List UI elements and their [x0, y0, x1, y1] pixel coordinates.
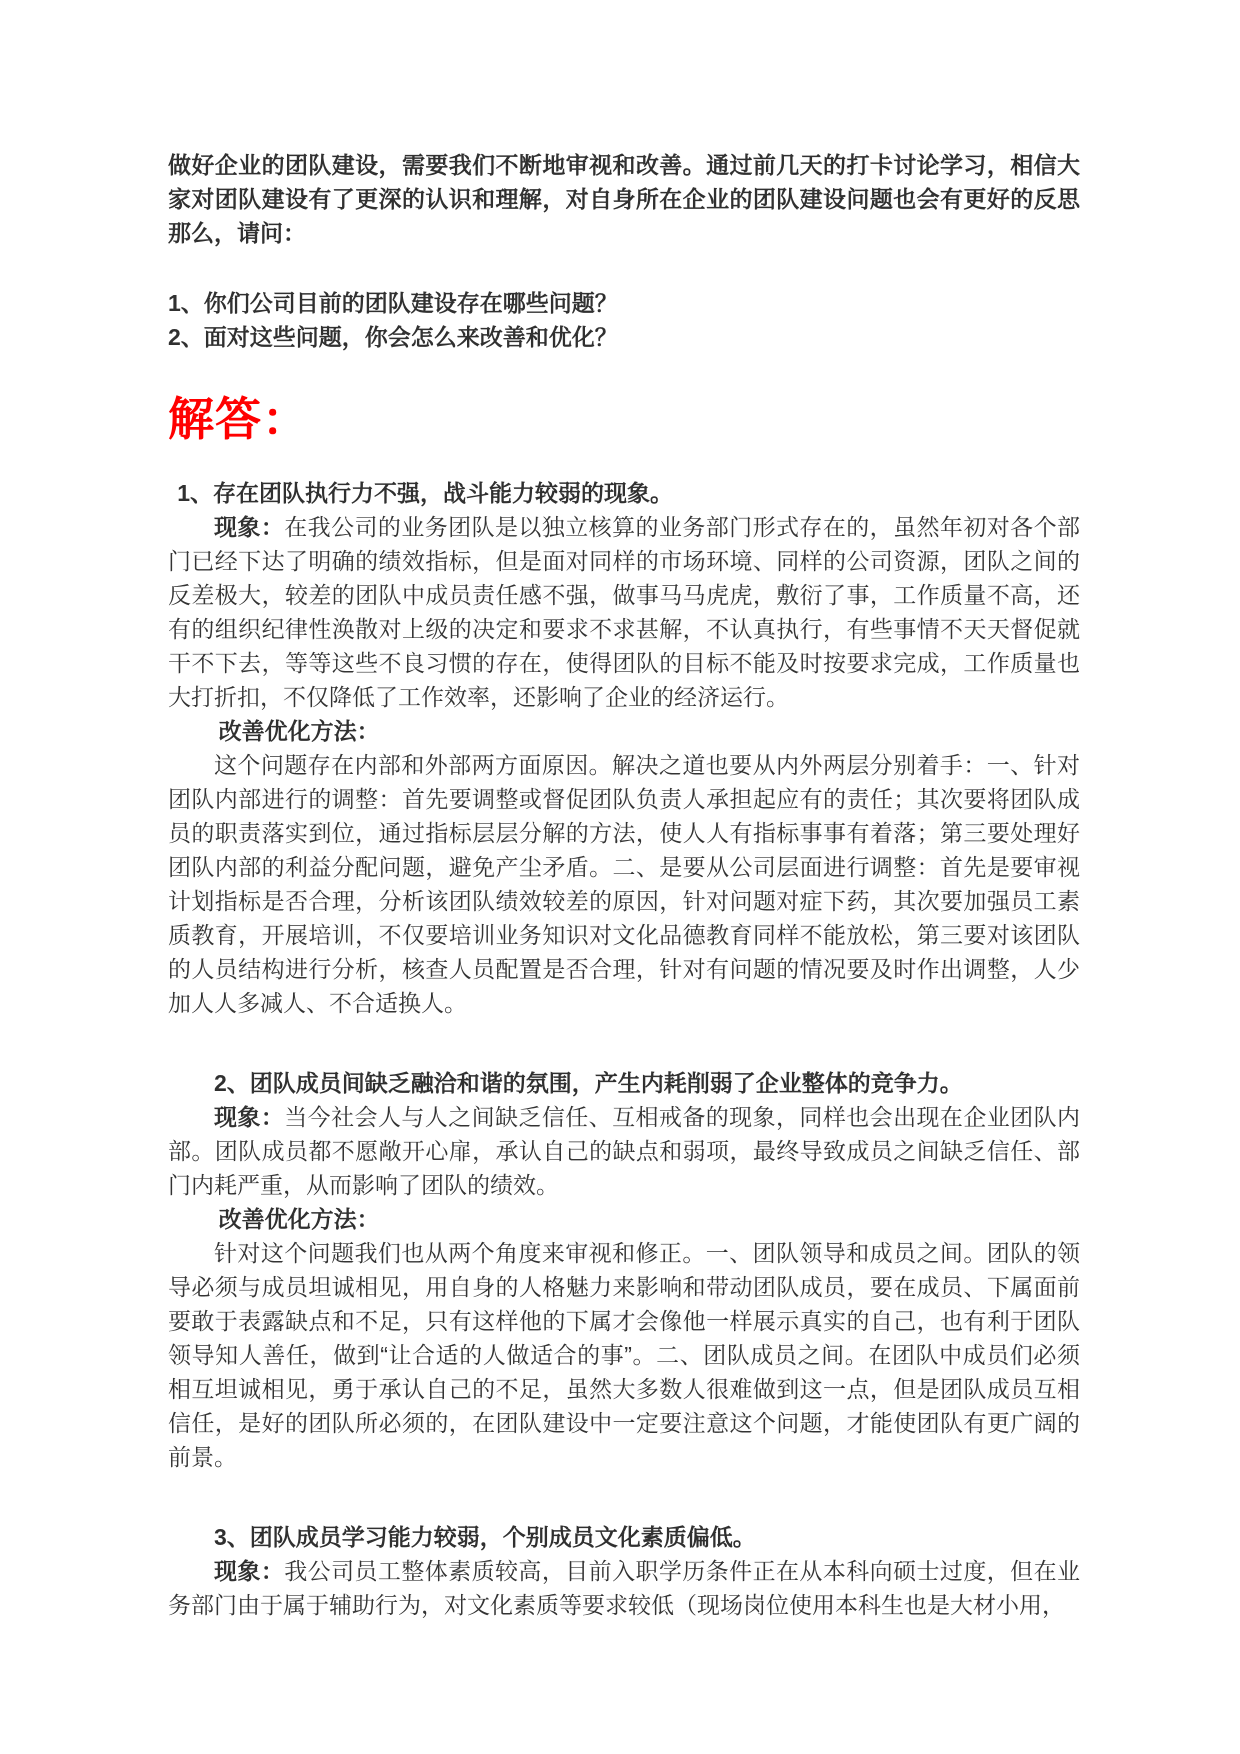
section-3-phenomenon-paragraph	[168, 1554, 1080, 1622]
answer-section-2	[168, 1066, 1080, 1474]
answer-heading: 解答：	[168, 393, 309, 445]
section-1-method-label: 改善优化方法：	[218, 718, 380, 744]
phenomenon-text: 当今社会人与人之间缺乏信任、互相戒备的现象，同样也会出现在企业团队内部。团队成员都不愿敞开心扉，承认自己的缺点和弱项，最终导致成员之间缺乏信任、部门内耗严重，从而影响了团队的绩效。	[168, 1104, 1080, 1198]
section-1-heading: 1、存在团队执行力不强，战斗能力较弱的现象。	[177, 480, 673, 506]
question-2: 2、面对这些问题，你会怎么来改善和优化？	[168, 324, 618, 350]
answer-section-1	[168, 476, 1080, 1020]
section-1-phenomenon-paragraph	[168, 510, 1080, 714]
phenomenon-text: 我公司员工整体素质较高，目前入职学历条件正在从本科向硕士过度，但在业务部门由于属于辅助行为，对文化素质等要求较低（现场岗位使用本科生也是大材小用，	[168, 1558, 1080, 1618]
section-3-heading: 3、团队成员学习能力较弱，个别成员文化素质偏低。	[214, 1524, 756, 1550]
section-2-method-paragraph: 针对这个问题我们也从两个角度来审视和修正。一、团队领导和成员之间。团队的领导必须与成员坦诚相见，用自身的人格魅力来影响和带动团队成员，要在成员、下属面前要敢于表露缺点和不足，只有这样他的下属才会像他一样展示真实的自己，也有利于团队领导知人善任，做到“让合适的人做适合的事”。二、团队成员之间。在团队中成员们必须相互坦诚相见，勇于承认自己的不足，虽然大多数人很难做到这一点，但是团队成员互相信任，是好的团队所必须的，在团队建设中一定要注意这个问题，才能使团队有更广阔的前景。	[168, 1240, 1080, 1470]
section-2-method-label: 改善优化方法：	[218, 1206, 380, 1232]
phenomenon-text: 在我公司的业务团队是以独立核算的业务部门形式存在的，虽然年初对各个部门已经下达了明确的绩效指标，但是面对同样的市场环境、同样的公司资源，团队之间的反差极大，较差的团队中成员责任感不强，做事马马虎虎，敷衍了事，工作质量不高，还有的组织纪律性涣散对上级的决定和要求不求甚解，不认真执行，有些事情不天天督促就干不下去，等等这些不良习惯的存在，使得团队的目标不能及时按要求完成，工作质量也大打折扣，不仅降低了工作效率，还影响了企业的经济运行。	[168, 514, 1080, 710]
answer-section-3	[168, 1520, 1080, 1622]
question-1: 1、你们公司目前的团队建设存在哪些问题？	[168, 290, 618, 316]
phenomenon-label: 现象：	[214, 1558, 285, 1584]
section-2-phenomenon-paragraph	[168, 1100, 1080, 1202]
section-2-heading: 2、团队成员间缺乏融洽和谐的氛围，产生内耗削弱了企业整体的竞争力。	[214, 1070, 963, 1096]
phenomenon-label: 现象：	[214, 1104, 285, 1130]
phenomenon-label: 现象：	[214, 514, 285, 540]
intro-paragraph: 做好企业的团队建设，需要我们不断地审视和改善。通过前几天的打卡讨论学习，相信大家对团队建设有了更深的认识和理解，对自身所在企业的团队建设问题也会有更好的反思那么，请问：	[168, 152, 1080, 246]
section-1-method-paragraph: 这个问题存在内部和外部两方面原因。解决之道也要从内外两层分别着手：一、针对团队内部进行的调整：首先要调整或督促团队负责人承担起应有的责任；其次要将团队成员的职责落实到位，通过指标层层分解的方法，使人人有指标事事有着落；第三要处理好团队内部的利益分配问题，避免产尘矛盾。二、是要从公司层面进行调整：首先是要审视计划指标是否合理，分析该团队绩效较差的原因，针对问题对症下药，其次要加强员工素质教育，开展培训，不仅要培训业务知识对文化品德教育同样不能放松，第三要对该团队的人员结构进行分析，核查人员配置是否合理，针对有问题的情况要及时作出调整，人少加人人多减人、不合适换人。	[168, 752, 1080, 1016]
questions-block	[168, 286, 1080, 354]
